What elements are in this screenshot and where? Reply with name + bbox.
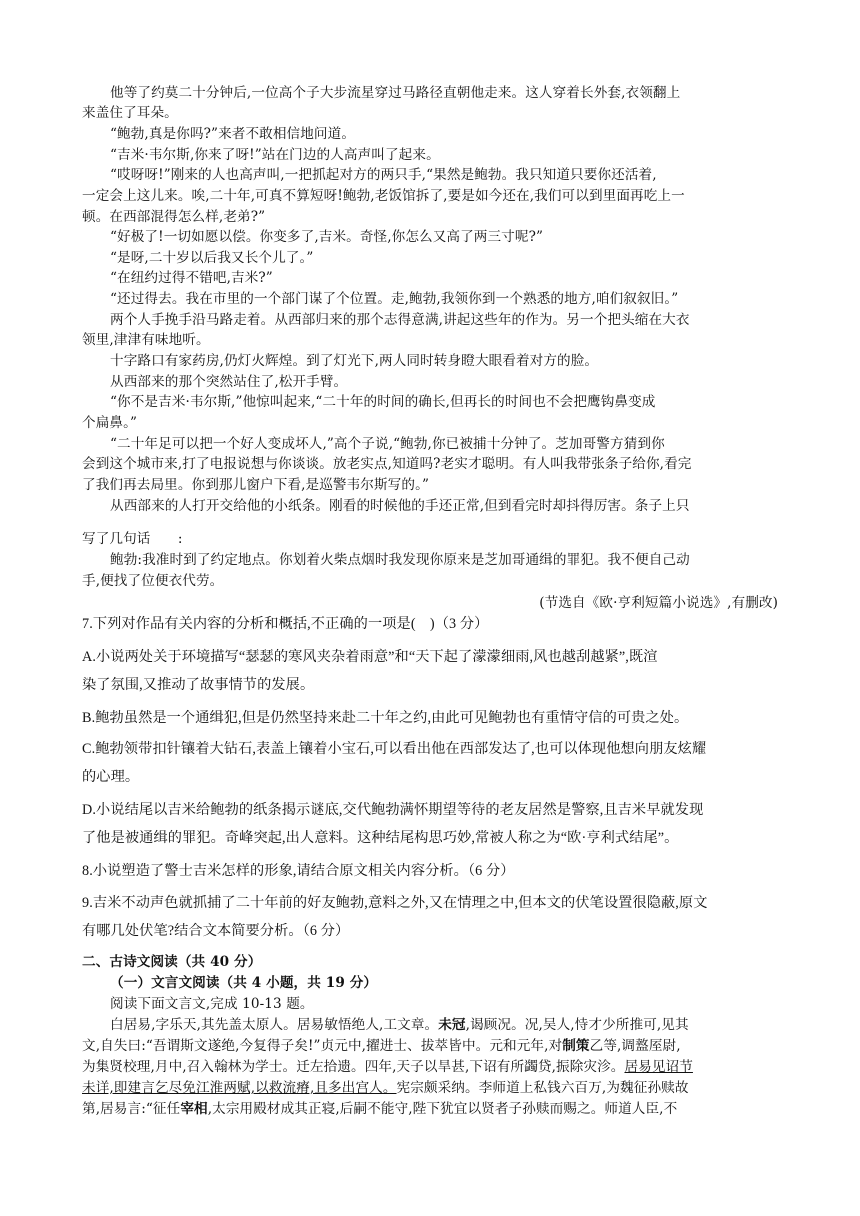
story-line: “哎呀呀!”刚来的人也高声叫,一把抓起对方的两只手,“果然是鲍勃。我只知道只要你还活着, [110, 167, 657, 183]
story-line: 从西部来的那个突然站住了,松开手臂。 [110, 374, 348, 390]
question-7-option: B.鲍勃虽然是一个通缉犯,但是仍然坚持来赴二十年之约,由此可见鲍勃也有重情守信的可贵之处。 [82, 710, 689, 726]
story-line: 十字路口有家药房,仍灯火辉煌。到了灯光下,两人同时转身瞪大眼看着对方的脸。 [110, 353, 599, 369]
story-line: 会到这个城市来,打了电报说想与你谈谈。放老实点,知道吗?老实才聪明。有人叫我带张条子给你,看完 [82, 456, 692, 472]
question-7-option: 了他是被通缉的罪犯。奇峰突起,出人意料。这种结尾构思巧妙,常被人称之为“欧·亨利式结尾”。 [82, 830, 679, 846]
underlined-sentence: 未详,即建言乞尽免江淮两赋,以救流瘠,且多出宫人。 [82, 1080, 397, 1096]
story-line: 顿。在西部混得怎么样,老弟?” [82, 209, 266, 225]
text-segment: ,谒顾况。况,吴人,恃才少所推可,见其 [465, 1017, 689, 1033]
text-segment: 乙等,调盩厔尉, [589, 1038, 681, 1054]
section-subheading: （一）文言文阅读（共 4 小题，共 19 分） [110, 975, 378, 991]
story-line: 手,便找了位便衣代劳。 [82, 573, 224, 589]
story-line: 来盖住了耳朵。 [82, 105, 178, 121]
story-line: 他等了约莫二十分钟后,一位高个子大步流星穿过马路径直朝他走来。这人穿着长外套,衣领翻上 [110, 85, 681, 101]
classical-text-line [82, 1078, 782, 1098]
question-7-option: D.小说结尾以吉米给鲍勃的纸条揭示谜底,交代鲍勃满怀期望等待的老友居然是警察,且吉米早就发现 [82, 802, 704, 818]
classical-text-line [82, 1099, 782, 1119]
question-9: 有哪几处伏笔?结合文本简要分析。（6 分） [82, 923, 350, 939]
question-7-option: 染了氛围,又推动了故事情节的发展。 [82, 677, 315, 693]
story-line: 个扁鼻。” [82, 415, 138, 431]
text-segment: 第,居易言:“征任 [82, 1101, 181, 1117]
story-line: “你不是吉米·韦尔斯,”他惊叫起来,“二十年的时间的确长,但再长的时间也不会把鹰钩鼻变成 [110, 394, 656, 410]
story-line: 领里,津津有味地听。 [82, 332, 210, 348]
question-9: 9.吉米不动声色就抓捕了二十年前的好友鲍勃,意料之外,又在情理之中,但本文的伏笔设置很隐蔽,原文 [82, 895, 708, 911]
text-segment: 为集贤校理,月中,召入翰林为学士。迁左拾遗。四年,天子以旱甚,下诏有所蠲贷,振除灾沴。 [82, 1059, 625, 1075]
reading-instruction: 阅读下面文言文,完成 10-13 题。 [110, 996, 314, 1012]
story-line: 写了几句话 : [82, 531, 183, 547]
classical-text-line [82, 1057, 782, 1077]
keyword: 制策 [562, 1038, 590, 1054]
story-line: “还过得去。我在市里的一个部门谋了个位置。走,鲍勃,我领你到一个熟悉的地方,咱们叙叙旧。” [110, 291, 679, 307]
story-line: “吉米·韦尔斯,你来了呀!”站在门边的人高声叫了起来。 [110, 147, 440, 163]
story-line: 一定会上这儿来。唉,二十年,可真不算短呀!鲍勃,老饭馆拆了,要是如今还在,我们可以到里面再吃上一 [82, 188, 685, 204]
story-line: 两个人手挽手沿马路走着。从西部归来的那个志得意满,讲起这些年的作为。另一个把头缩在大衣 [110, 312, 690, 328]
question-7-option: A.小说两处关于环境描写“瑟瑟的寒风夹杂着雨意”和“天下起了濛濛细雨,风也越刮越紧”,既渲 [82, 649, 658, 665]
story-line: 从西部来的人打开交给他的小纸条。刚看的时候他的手还正常,但到看完时却抖得厉害。条子上只 [110, 498, 690, 514]
classical-text-line [82, 1036, 782, 1056]
text-segment: ,太宗用殿材成其正寝,后嗣不能守,陛下犹宜以贤者子孙赎而赐之。师道人臣,不 [207, 1101, 678, 1117]
story-line: “是呀,二十岁以后我又长个儿了。” [110, 250, 314, 266]
keyword: 宰相 [180, 1101, 208, 1117]
story-line: “鲍勃,真是你吗?”来者不敢相信地问道。 [110, 126, 356, 142]
classical-text-line [110, 1015, 810, 1035]
section-heading: 二、古诗文阅读（共 40 分） [82, 954, 262, 970]
story-line: “二十年足可以把一个好人变成坏人,”高个子说,“鲍勃,你已被捕十分钟了。芝加哥警方猜到你 [110, 436, 665, 452]
story-source: (节选自《欧·亨利短篇小说选》,有删改) [539, 595, 778, 611]
story-line: “好极了!一切如愿以偿。你变多了,吉米。奇怪,你怎么又高了两三寸呢?” [110, 229, 544, 245]
question-7-option: C.鲍勃领带扣针镶着大钻石,表盖上镶着小宝石,可以看出他在西部发达了,也可以体现他想向朋友炫耀 [82, 741, 707, 757]
keyword: 未冠 [438, 1017, 466, 1033]
story-line: 鲍勃:我准时到了约定地点。你划着火柴点烟时我发现你原来是芝加哥通缉的罪犯。我不便自己动 [110, 552, 690, 568]
question-8: 8.小说塑造了警士吉米怎样的形象,请结合原文相关内容分析。（6 分） [82, 863, 515, 879]
text-segment: 宪宗颇采纳。李师道上私钱六百万,为魏征孙赎故 [396, 1080, 689, 1096]
underlined-sentence: 居易见诏节 [624, 1059, 693, 1075]
text-segment: 文,自失曰:“吾谓斯文遂绝,今复得子矣!”贞元中,擢进士、拔萃皆中。元和元年,对 [82, 1038, 563, 1054]
question-7-option: 的心理。 [82, 769, 140, 785]
text-segment: 白居易,字乐天,其先盖太原人。居易敏悟绝人,工文章。 [110, 1017, 439, 1033]
story-line: “在纽约过得不错吧,吉米?” [110, 270, 273, 286]
question-7: 7.下列对作品有关内容的分析和概括,不正确的一项是( )（3 分） [82, 616, 489, 632]
story-line: 了我们再去局里。你到那儿窗户下看,是巡警韦尔斯写的。” [82, 477, 430, 493]
